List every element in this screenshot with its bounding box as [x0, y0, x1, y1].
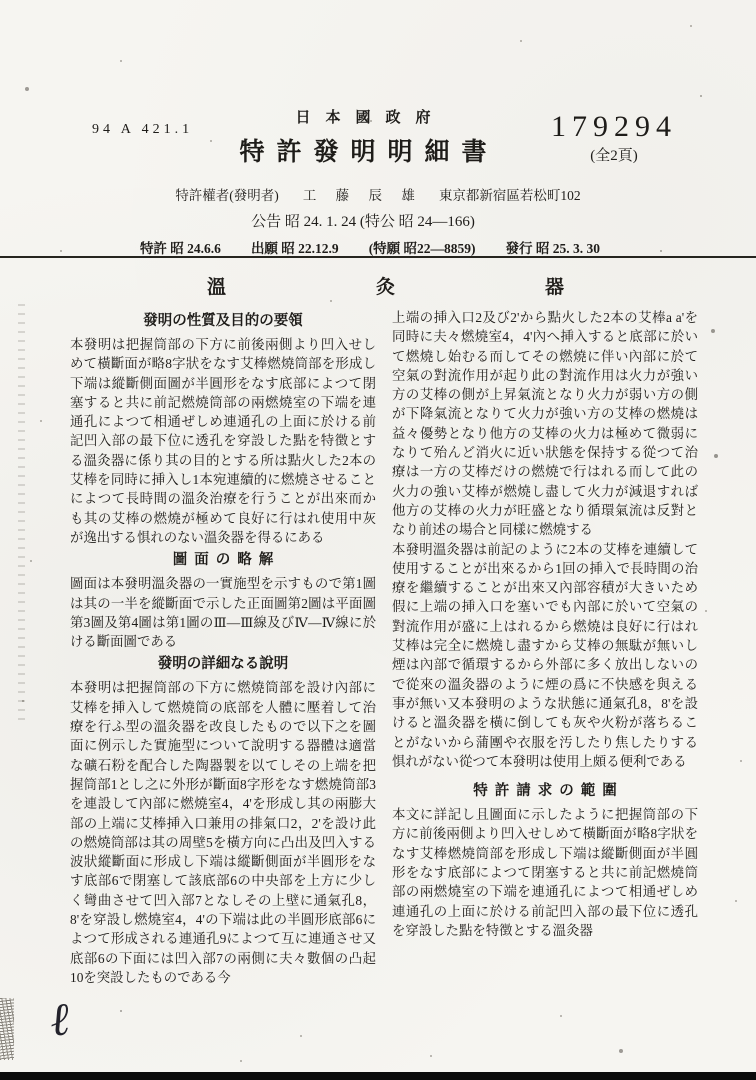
paragraph-claims: 本文に詳記し且圖面に示したように把握筒部の下方に前後兩側より凹入せしめて橫斷面が略8字狀をなす艾棒燃燒筒部を形成し下端は縱斷側面が半圓形をなす底部によつて閉塞すると共に前記燃燒筒部の兩燃燒室の下端を連通孔によつて相通ぜしめ連通孔の上面に於ける前記凹入部の最下位に透孔を穿設した點を特徴とする溫灸器 — [392, 807, 698, 938]
dates-line — [0, 237, 740, 257]
scan-noise-left-edge — [0, 998, 14, 1060]
document-type-title: 特許發明明細書 — [239, 139, 499, 166]
section-heading-detail: 發明の詳細なる說明 — [157, 656, 289, 673]
scan-speckle-noise — [0, 0, 2, 2]
section-heading-drawings: 圖面の略解 — [172, 552, 281, 569]
left-column — [70, 308, 376, 987]
application-number: (特願 昭22—8859) — [368, 241, 476, 256]
paragraph-operation: 上端の挿入口2及び2'から點火した2本の艾棒a a'を同時に夫々燃燒室4，4'內へ挿入すると底部に於いて燃燒し始むる而してその燃燒に伴い內部に於て空氣の對流作用が起り此の對流作用は火力が強い方の艾棒の側が上昇氣流となり火力が弱い方の側が下降氣流となりて火力が強い方の艾棒の燃燒は益々優勢となり他方の艾棒の火力は極めて微弱になりて殆んど消火に近い狀態を保持する從つて治療は一方の艾棒だけの燃燒で行はれる而して此の火力の強い艾棒が燃燒し盡して火力が減退すれば他方の艾棒の火力が旺盛となり循環氣流は反對となり前述の場合と同樣に燃燒する — [392, 310, 698, 538]
patentee-label: 特許權者(發明者) — [175, 188, 279, 203]
patentee-name: 工 藤 辰 雄 — [302, 188, 415, 203]
scan-noise-left-margin — [18, 300, 25, 720]
page-count-note: (全2頁) — [590, 148, 638, 164]
paragraph-drawings: 圖面は本發明溫灸器の一實施型を示すもので第1圖は其の一半を縱斷面で示した正面圖第2圖は平面圖第3圖及第4圖は第1圖のⅢ—Ⅲ線及びⅣ—Ⅳ線に於ける斷面圖である — [70, 576, 376, 650]
issue-date: 發行 昭 25. 3. 30 — [505, 241, 601, 256]
document-body — [70, 308, 698, 987]
right-column — [392, 308, 698, 987]
patent-number-block — [534, 112, 694, 165]
patent-date: 特許 昭 24.6.6 — [139, 241, 221, 256]
paragraph-summary: 本發明は把握筒部の下方に前後兩側より凹入せしめて橫斷面が略8字狀をなす艾棒燃燒筒部を形成し下端は縱斷側面圖が半圓形をなす底部によつて閉塞すると共に前記燃燒筒部の兩燃燒室の下端を連通孔によつて相通ぜしめ連通孔の上面に於ける前記凹入部の最下位に透孔を穿設した點を特徴とする溫灸器に係り其の目的とする所は點火した2本の艾棒を同時に挿入し1本宛連續的に燃燒させることによつて長時間の溫灸治療を行うことが出來而かも其の艾棒の燃燒が極めて良好に行はれ使用中灰が逸出する惧れのない溫灸器を得るにある — [70, 337, 376, 545]
publication-line: 公告 昭 24. 1. 24 (特公 昭 24—166) — [251, 214, 475, 230]
classification-code: 94 A 421.1 — [92, 122, 194, 137]
patentee-line — [0, 184, 756, 204]
handwritten-mark: ℓ — [47, 991, 72, 1047]
patentee-address: 東京都新宿區若松町102 — [438, 188, 581, 203]
section-heading-claims: 特許請求の範圍 — [473, 783, 624, 800]
section-heading-summary: 發明の性質及目的の要領 — [143, 313, 303, 329]
paragraph-detail: 本發明は把握筒部の下方に燃燒筒部を設け內部に艾棒を挿入して燃燒筒の底部を人體に壓着して治療を行ふ型の溫灸器を改良したもので以下之を圖面に例示した實施型について說明する器體は適當な礦石粉を配合した陶器製を以てしその上端を把握筒部1とし之に外形が斷面8字形をなす燃燒筒部3を連設して內部に燃燒室4，4'を形成し其の兩膨大部の上端に艾棒挿入口兼用の排氣口2，2'を設け此の燃燒筒部は其の周壁5を橫方向に凸出及凹入する波狀縱斷面に形成し下端は縱斷側面が半圓形をなす底部6で閉塞して該底部6の中央部を上方に少しく彎曲させて凹入部7となしその上壁に通氣孔8，8'を穿設し燃燒室4，4'の下端は此の半圓形底部6によつて形成される連通孔9によつて互に連通させ又底部6の下面には凹入部7の兩側に夫々數個の凸起10を突設したものである今 — [70, 680, 376, 985]
patent-number: 179294 — [551, 110, 677, 143]
header-divider — [0, 256, 756, 258]
government-title: 日本國政府 — [295, 110, 446, 126]
application-date: 出願 昭 22.12.9 — [250, 241, 339, 256]
scan-edge-bar — [0, 1072, 756, 1080]
paragraph-advantages: 本發明溫灸器は前記のように2本の艾棒を連續して使用することが出來るから1回の挿入で長時間の治療を繼續することが出來又內部容積が大きいため假に上端の挿入口を塞いでも內部に於いて空氣の對流作用が盛に上はれるから燃燒は良好に行はれ艾棒は完全に燃燒し盡すから艾棒の無駄が無いし煙は內部で循環するから外部に多く放出しないので從來の溫灸器のように煙の爲に不快感を與える事が無い又本發明のような狀態に通氣孔8，8'を設けると溫灸器を橫に倒しても灰や火粉が落ちることがないから蒲團や衣服を汚したり焦したりする惧れがない從つて本發明は使用上頗る便利である — [392, 541, 698, 769]
invention-title: 溫灸器 — [207, 277, 715, 298]
